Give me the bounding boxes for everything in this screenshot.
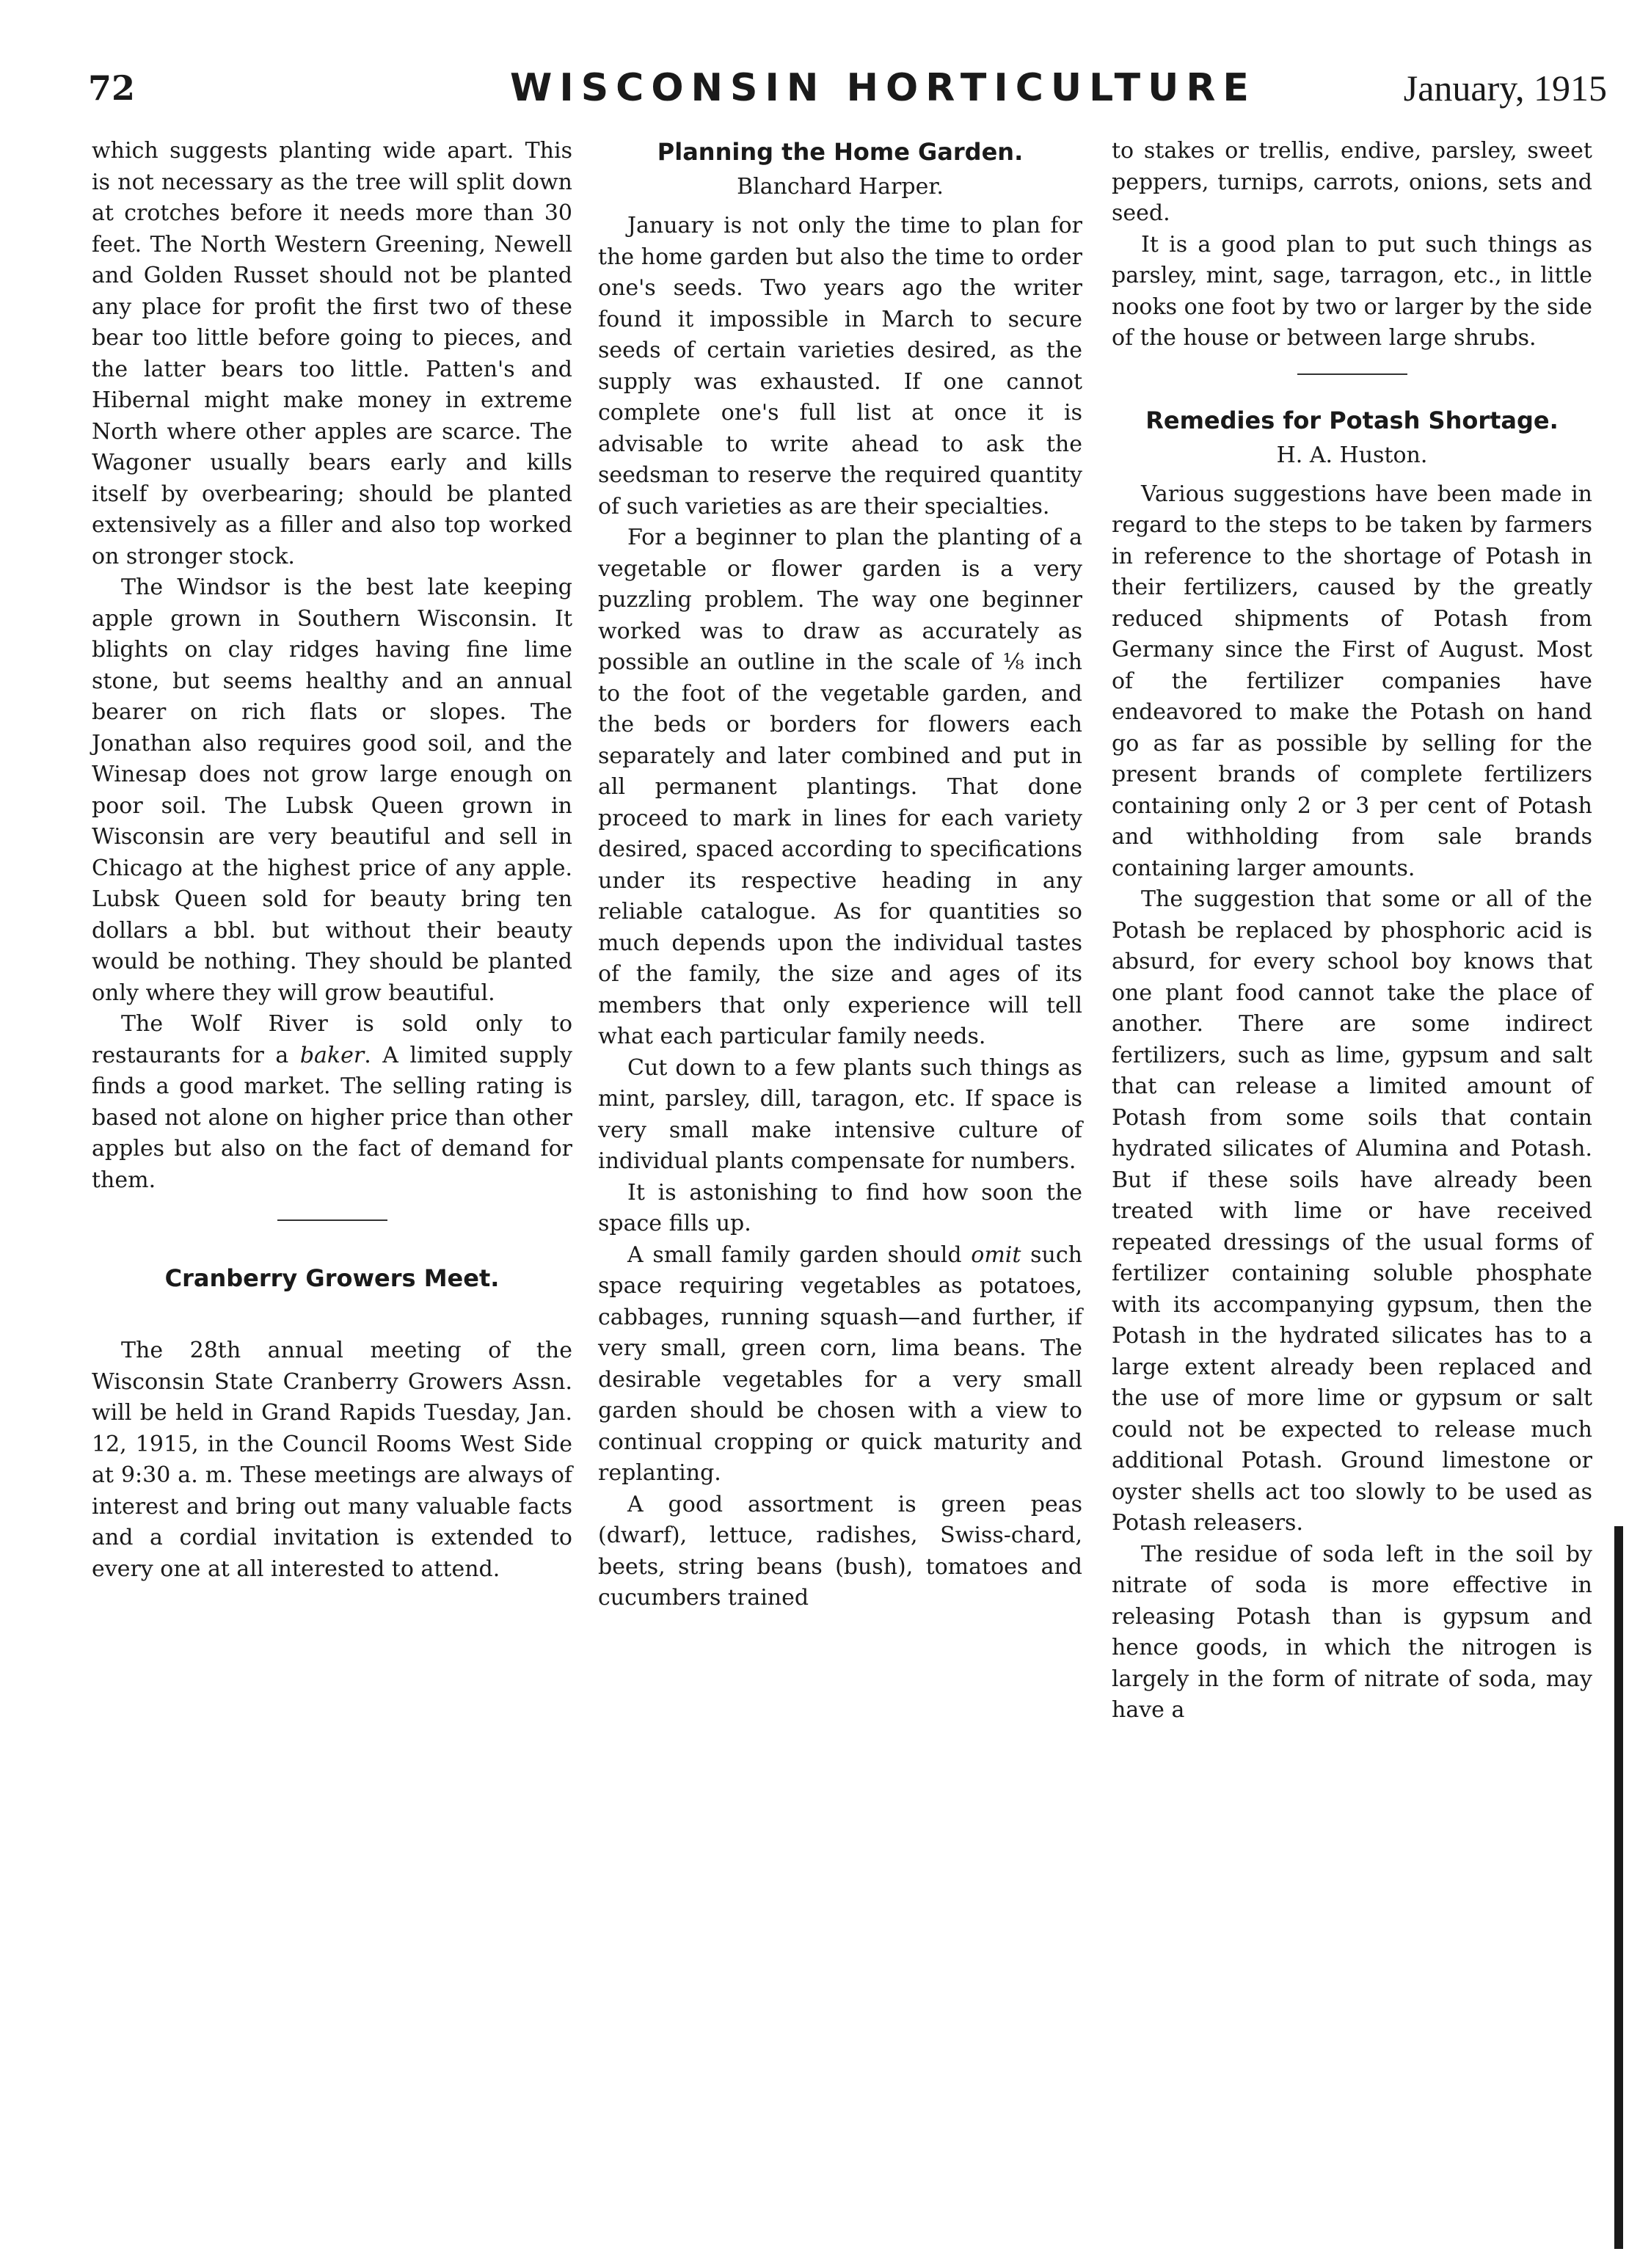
article-paragraph: January is not only the time to plan for the home garden but also the time to order one's seeds. Two years ago the writer found it impossible in March to secure seeds of certain varieties desired, as the supply was exhausted. If one cannot complete one's full list at once it is advisable to write ahead to ask the seedsman to reserve the required quantity of such varieties as are their specialties. <box>598 213 1082 519</box>
article-paragraph: It is astonishing to find how soon the space fills up. <box>598 1179 1082 1236</box>
article-paragraph: The suggestion that some or all of the Potash be replaced by phosphoric acid is absurd, for every school boy knows that one plant food cannot take the place of another. There are some indirect fertilizers, such as lime, gypsum and salt that can release a limited amount of Potash from some soils that contain hydrated silicates of Alumina and Potash. But if these soils have already been treated with lime or have received repeated dressings of the usual forms of fertilizer containing soluble phosphate with its accompanying gypsum, then the Potash in the hydrated silicates has to a large extent already been replaced and the use of more lime or gypsum or salt could not be expected to release much additional Potash. Ground limestone or oyster shells act too slowly to be used as Potash releasers. <box>1112 886 1592 1536</box>
section-divider <box>1297 373 1407 375</box>
section-divider <box>277 1219 387 1221</box>
scan-edge-mark <box>1614 1526 1623 2249</box>
article-paragraph: which suggests planting wide apart. This is not necessary as the tree will split down at crotches before it needs more than 30 feet. The North Western Greening, Newell and Golden Russet should not be planted any place for profit the first two of these bear too little before going to pieces, and the latter bears too little. Patten's and Hibernal might make money in extreme North where other apples are scarce. The Wagoner usually bears early and kills itself by overbearing; should be planted extensively as a filler and also top worked on stronger stock. <box>92 138 572 569</box>
article-paragraph: Cut down to a few plants such things as mint, parsley, dill, taragon, etc. If space is very small make intensive culture of individual plants compensate for numbers. <box>598 1054 1082 1174</box>
article-paragraph: The 28th annual meeting of the Wisconsin State Cranberry Growers Assn. will be held in Grand Rapids Tuesday, Jan. 12, 1915, in the Council Rooms West Side at 9:30 a. m. These meetings are always of interest and bring out many valuable facts and a cordial invitation is extended to every one at all interested to attend. <box>92 1338 572 1582</box>
column-3 <box>1112 136 1592 1726</box>
article-paragraph: Various suggestions have been made in regard to the steps to be taken by farmers in reference to the shortage of Potash in their fertilizers, caused by the greatly reduced shipments of Potash from Germany since the First of August. Most of the fertilizer companies have endeavored to make the Potash on hand go as far as possible by selling for the present brands of complete fertilizers containing only 2 or 3 per cent of Potash and withholding from sale brands containing larger amounts. <box>1112 481 1592 881</box>
text-run: A small family garden should <box>627 1241 972 1268</box>
journal-title: WISCONSIN HORTICULTURE <box>510 66 1256 110</box>
issue-date: January, 1915 <box>1403 68 1607 109</box>
text-run: The Wolf River is sold only to restaurants for a <box>92 1011 572 1068</box>
article-title-potash: Remedies for Potash Shortage. <box>1145 406 1559 434</box>
article-byline: Blanchard Harper. <box>737 174 944 200</box>
column-2 <box>598 136 1082 1614</box>
article-paragraph: The Windsor is the best late keeping apple grown in Southern Wisconsin. It blights on clay ridges having fine lime stone, but seems healthy and an annual bearer on rich flats or slopes. The Jonathan also requires good soil, and the Winesap does not grow large enough on poor soil. The Lubsk Queen grown in Wisconsin are very beautiful and sell in Chicago at the highest price of any apple. Lubsk Queen sold for beauty bring ten dollars a bbl. but without their beauty would be nothing. They should be planted only where they will grow beautiful. <box>92 575 572 1006</box>
running-header <box>88 66 1607 125</box>
text-run: . A limited supply finds a good market. The selling rating is based not alone on higher price than other apples but also on the fact of demand for them. <box>92 1042 572 1193</box>
italic-word: baker <box>299 1042 365 1068</box>
article-title-cranberry: Cranberry Growers Meet. <box>164 1264 500 1292</box>
article-paragraph <box>598 1240 1082 1489</box>
article-byline: H. A. Huston. <box>1276 442 1428 468</box>
italic-word: omit <box>971 1241 1021 1268</box>
article-paragraph: It is a good plan to put such things as parsley, mint, sage, tarragon, etc., in little nooks one foot by two or larger by the side of the house or between large shrubs. <box>1112 231 1592 351</box>
article-paragraph: For a beginner to plan the planting of a vegetable or flower garden is a very puzzling problem. The way one beginner worked was to draw as accurately as possible an outline in the scale of ⅛ inch to the foot of the vegetable garden, and the beds or borders for flowers each separately and later combined and put in all permanent plantings. That done proceed to mark in lines for each variety desired, spaced according to specifications under its respective heading in any reliable catalogue. As for quantities so much depends upon the individual tastes of the family, the size and ages of its members that only experience will tell what each particular family needs. <box>598 525 1082 1049</box>
column-1 <box>92 136 572 1585</box>
article-title-home-garden: Planning the Home Garden. <box>657 138 1024 166</box>
article-paragraph: A good assortment is green peas (dwarf), lettuce, radishes, Swiss-chard, beets, string beans (bush), tomatoes and cucumbers trained <box>598 1491 1082 1611</box>
text-run: such space requiring vegetables as potatoes, cabbages, running squash—and further, if very small, green corn, lima beans. The desirable vegetables for a very small garden should be chosen with a view to continual cropping or quick maturity and replanting. <box>598 1241 1082 1486</box>
article-paragraph <box>92 1009 572 1196</box>
article-paragraph: The residue of soda left in the soil by nitrate of soda is more effective in releasing Potash than is gypsum and hence goods, in which the nitrogen is largely in the form of nitrate of soda, may have a <box>1112 1541 1592 1723</box>
article-paragraph: to stakes or trellis, endive, parsley, sweet peppers, turnips, carrots, onions, sets and seed. <box>1112 138 1592 226</box>
page-number: 72 <box>88 68 136 108</box>
